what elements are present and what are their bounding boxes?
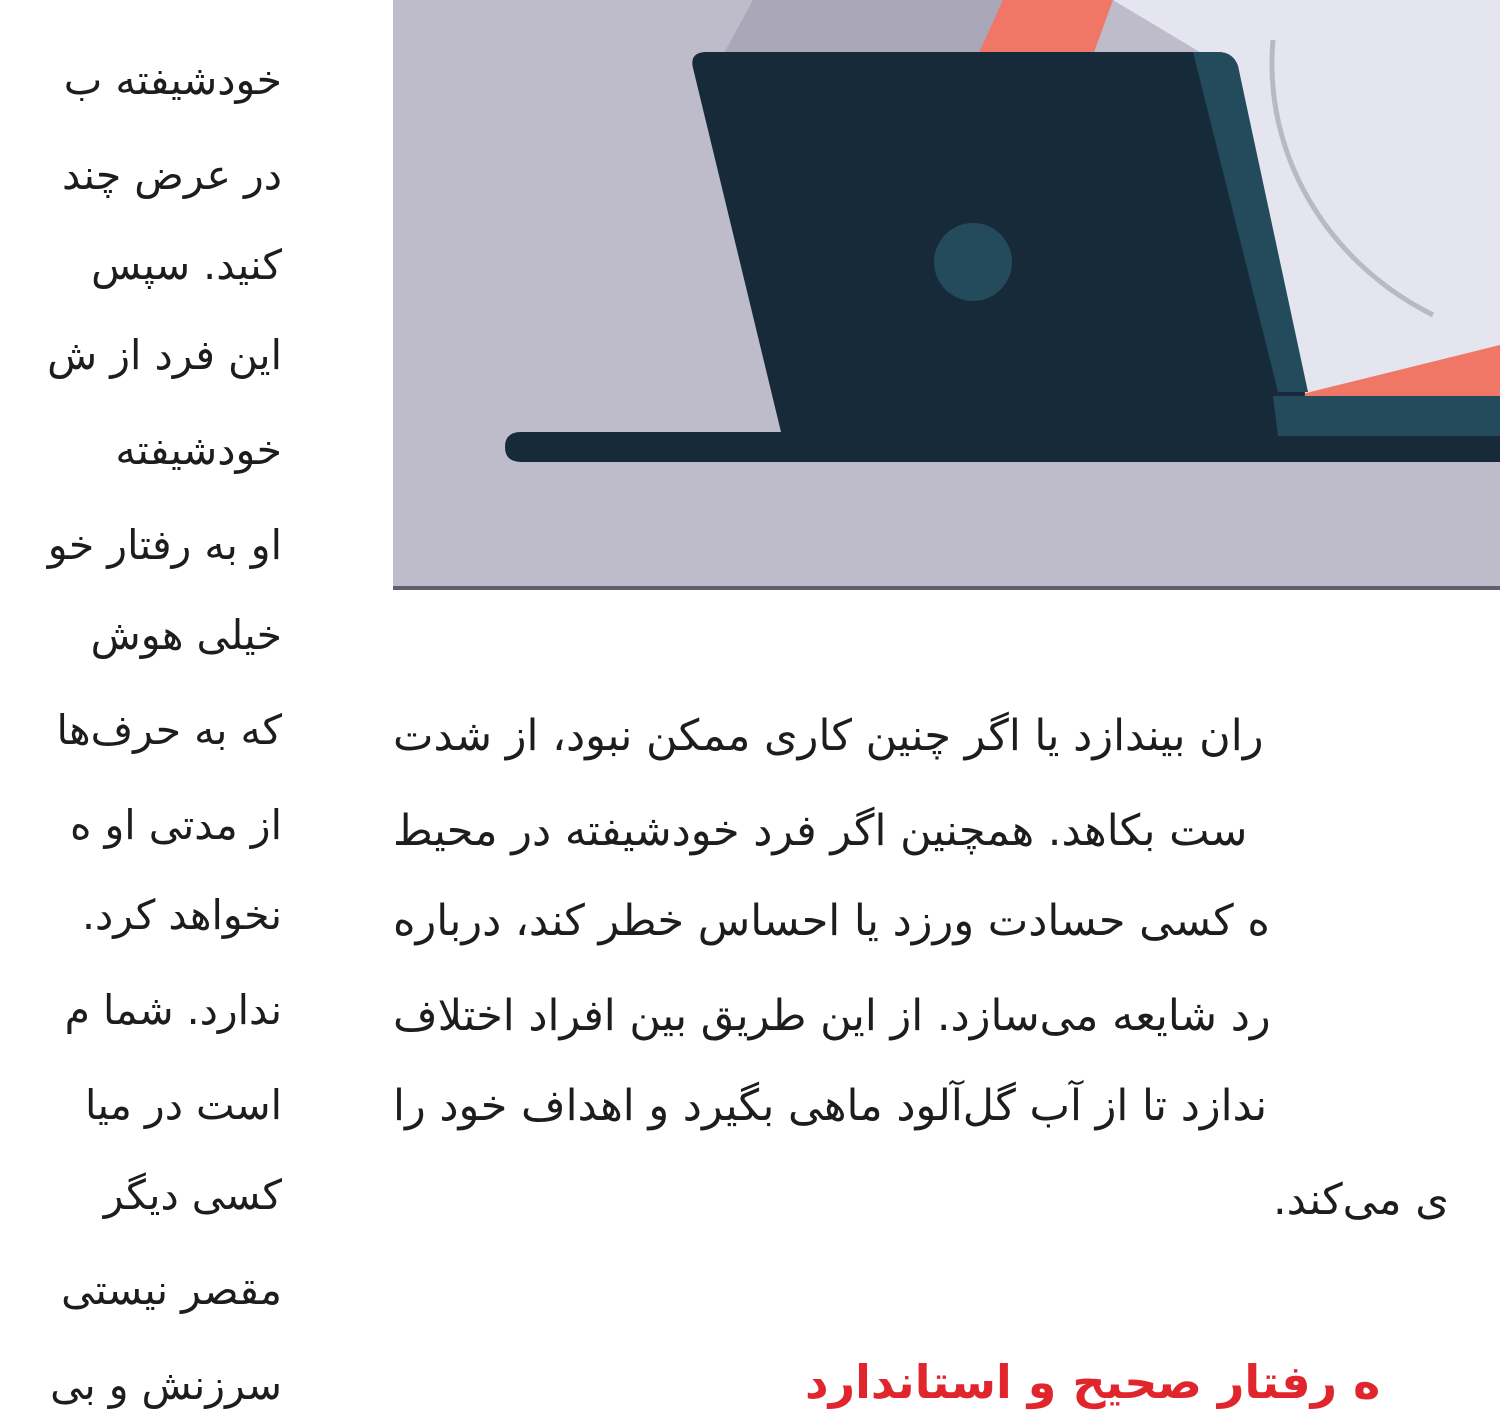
left-line: که به حرف‌ها [56,706,282,754]
main-line: ران بیندازد یا اگر چنین کاری ممکن نبود، از شدت [393,711,1264,761]
left-line: نخواهد کرد. [81,891,282,939]
left-text-column [0,0,282,1422]
left-line: ندارد. شما م [64,986,282,1034]
left-line: است در میا [85,1081,282,1129]
main-line: ندازد تا از آب گل‌آلود ماهی بگیرد و اهداف خود را [393,1081,1268,1131]
laptop-illustration-icon [393,0,1500,590]
left-line: خودشیفته ب [63,56,282,104]
left-line: کنید. سپس [91,241,282,289]
left-line: خودشیفته [115,426,282,474]
left-line: در عرض چند [61,151,282,199]
main-line: ست بکاهد. همچنین اگر فرد خودشیفته در محیط [393,806,1248,856]
left-line: او به رفتار خو [47,521,282,569]
left-line: سرزنش و بی [50,1361,282,1409]
section-heading: ه رفتار صحیح و استاندارد [805,1355,1381,1409]
left-line: خیلی هوش [90,611,282,659]
main-line: رد شایعه می‌سازد. از این طریق بین افراد اختلاف [393,991,1271,1041]
left-line: کسی دیگر [103,1171,282,1219]
main-text-column [393,700,1500,1240]
left-line: از مدتی او ه [69,801,282,849]
main-line: ی می‌کند. [1273,1175,1449,1225]
main-line: ه کسی حسادت ورزد یا احساس خطر کند، درباره [393,896,1270,946]
left-line: مقصر نیستی [61,1266,282,1314]
laptop-illustration [393,0,1500,590]
left-line: این فرد از ش [47,331,282,379]
